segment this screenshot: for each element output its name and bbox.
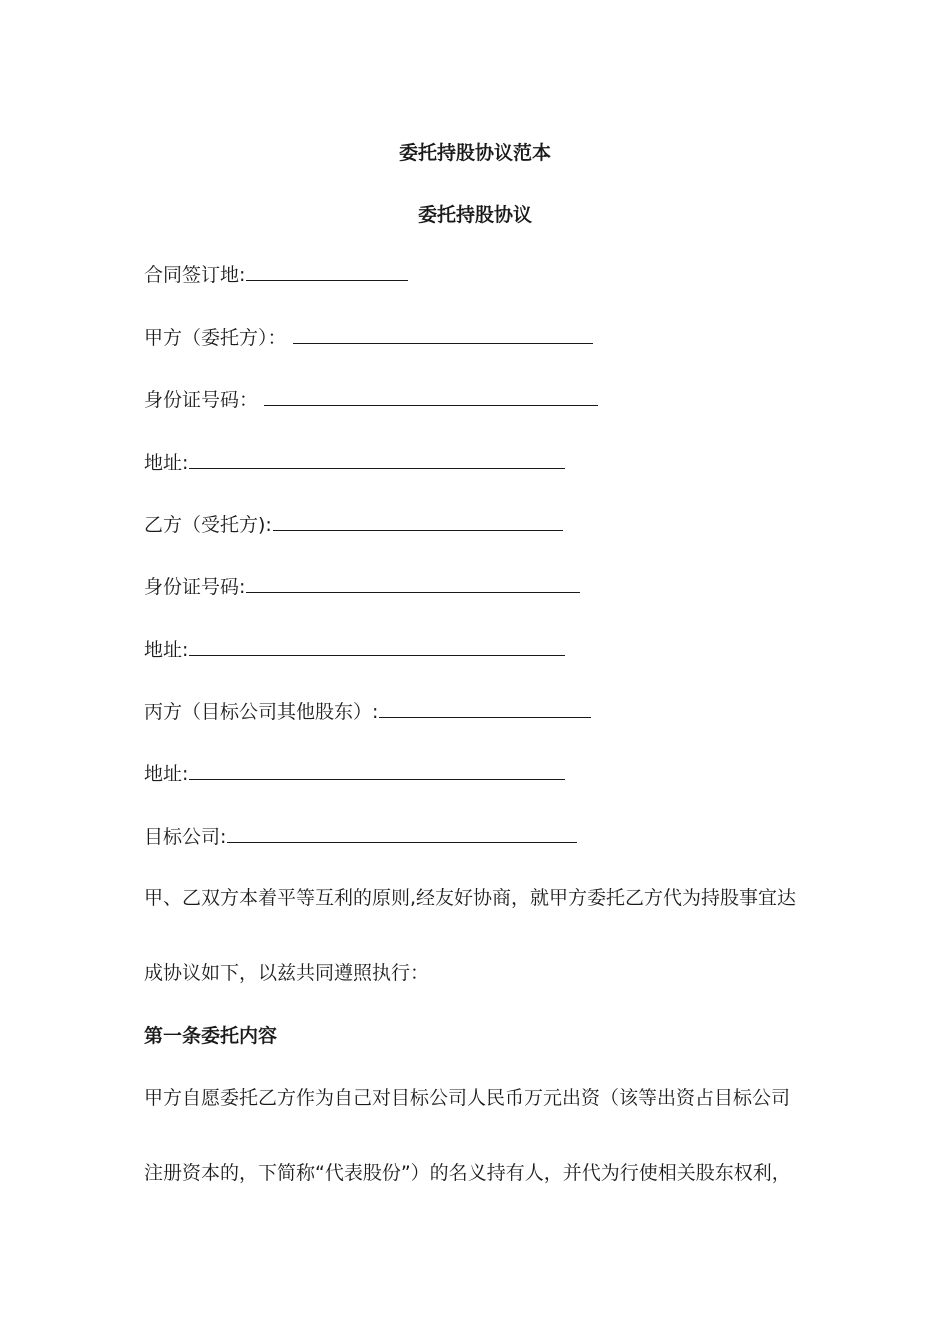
field-label: 目标公司:	[144, 826, 227, 848]
field-label: 合同签订地:	[144, 264, 246, 286]
field-label: 地址:	[144, 452, 189, 474]
intro-line-2: 成协议如下，以兹共同遵照执行：	[144, 962, 430, 984]
fill-in-blank	[227, 824, 577, 843]
fill-in-blank	[189, 637, 565, 656]
field-party-a-address	[144, 450, 565, 475]
field-label: 甲方（委托方）：	[144, 327, 287, 349]
fill-in-blank	[246, 262, 408, 281]
intro-line-1: 甲、乙双方本着平等互利的原则,经友好协商，就甲方委托乙方代为持股事宜达	[144, 887, 797, 909]
field-party-c-address	[144, 761, 565, 786]
fill-in-blank	[273, 512, 563, 531]
fill-in-blank	[189, 450, 565, 469]
field-label: 丙方（目标公司其他股东）:	[144, 701, 379, 723]
field-label: 地址:	[144, 639, 189, 661]
fill-in-blank	[246, 574, 580, 593]
field-party-c	[144, 699, 591, 724]
fill-in-blank	[264, 387, 598, 406]
field-target-company	[144, 824, 577, 849]
article-1-heading: 第一条委托内容	[144, 1025, 278, 1047]
field-party-b	[144, 512, 563, 537]
field-signing-place	[144, 262, 408, 287]
document-subtitle: 委托持股协议	[417, 204, 532, 226]
field-party-a	[144, 325, 593, 350]
field-label: 地址:	[144, 763, 189, 785]
fill-in-blank	[293, 325, 593, 344]
field-party-b-id	[144, 574, 580, 599]
article-1-line-1: 甲方自愿委托乙方作为自己对目标公司人民币万元出资（该等出资占目标公司	[144, 1087, 791, 1109]
field-label: 乙方（受托方):	[144, 514, 272, 536]
fill-in-blank	[379, 699, 591, 718]
field-party-a-id	[144, 387, 598, 412]
field-label: 身份证号码：	[144, 389, 259, 411]
field-party-b-address	[144, 637, 565, 662]
field-label: 身份证号码:	[144, 576, 246, 598]
document-title: 委托持股协议范本	[398, 142, 551, 164]
fill-in-blank	[189, 761, 565, 780]
article-1-line-2: 注册资本的，下简称“代表股份”）的名义持有人，并代为行使相关股东权利，	[144, 1162, 791, 1184]
